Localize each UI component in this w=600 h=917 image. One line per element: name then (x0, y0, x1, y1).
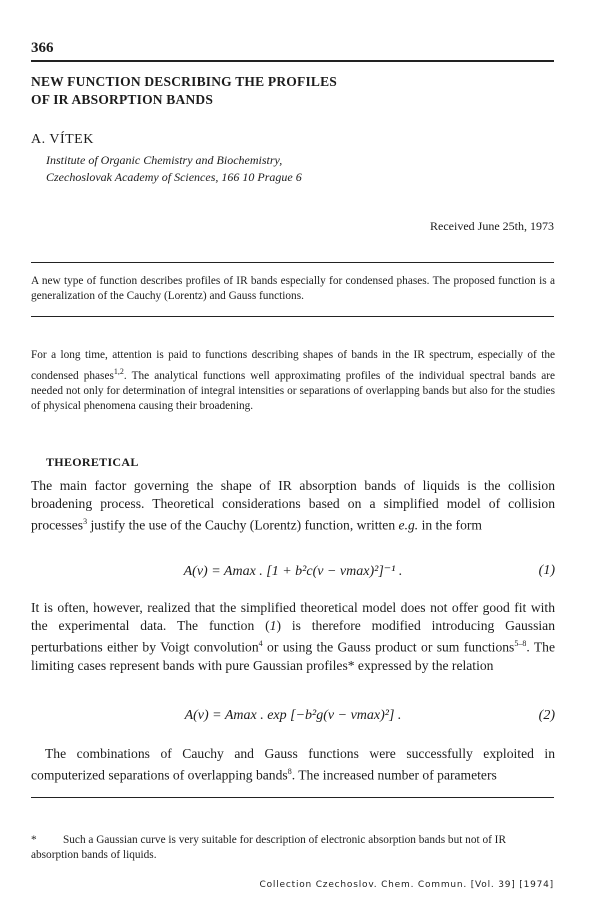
affiliation-line-2: Czechoslovak Academy of Sciences, 166 10 Prague 6 (46, 170, 302, 184)
equation-2 (31, 708, 555, 730)
body-paragraph-1: The main factor governing the shape of IR absorption bands of liquids is the collision broadening process. Theoretical considerations based on a simplified model of collision processes$^3$ justify the use of the Cauchy (Lorentz) function, written e.g. in the form (31, 478, 555, 533)
author: A. VÍTEK (31, 132, 94, 147)
article-title (31, 73, 337, 109)
received-date: Received June 25th, 1973 (430, 219, 554, 233)
page-number: 366 (31, 40, 54, 56)
title-line-1: NEW FUNCTION DESCRIBING THE PROFILES (31, 74, 338, 89)
equation-1-number: (1) (538, 563, 555, 578)
footnote-marker: * (31, 834, 37, 846)
abstract-top-rule (31, 262, 554, 263)
footnote-text: Such a Gaussian curve is very suitable for description of electronic absorption bands but not of IR absorption bands of liquids. (31, 834, 506, 861)
footnote (31, 833, 555, 863)
header-rule (31, 60, 554, 62)
equation-2-number: (2) (538, 708, 555, 723)
equation-1-expression: A(ν) = Amax . [1 + b²c(ν − νmax)²]⁻¹ . (183, 564, 403, 579)
abstract-bottom-rule (31, 316, 554, 317)
equation-1 (31, 563, 555, 585)
journal-citation: Collection Czechoslov. Chem. Commun. [Vol. 39] [1974] (259, 880, 554, 890)
affiliation-line-1: Institute of Organic Chemistry and Biochemistry, (46, 153, 283, 167)
body-paragraph-2: It is often, however, realized that the simplified theoretical model does not offer good fit with the experimental data. The function (1) is therefore modified introducing Gaussian perturbations either by Voigt convolution$^4$ or using the Gauss product or sum functions$^{5-8}$. The limiting cases represent bands with pure Gaussian profiles* expressed by the relation (31, 600, 556, 673)
footnote-rule (31, 797, 554, 798)
abstract: A new type of function describes profiles of IR bands especially for condensed phases. The proposed function is a generalization of the Cauchy (Lorentz) and Gauss functions. (31, 275, 555, 302)
title-line-2: OF IR ABSORPTION BANDS (31, 92, 214, 107)
affiliation (46, 152, 302, 186)
intro-paragraph: For a long time, attention is paid to functions describing shapes of bands in the IR spectrum, especially of the condensed phases$^{1,2}$. The analytical functions well approximating profiles of the individual spectral bands are needed not only for determination of integral intensities or separations of overlapping bands but also for the studies of physical phenomena causing their broadening. (31, 349, 555, 413)
body-paragraph-3: The combinations of Cauchy and Gauss functions were successfully exploited in computerized separations of overlapping bands$^8$. The increased number of parameters (31, 746, 555, 783)
equation-2-expression: A(ν) = Amax . exp [−b²g(ν − νmax)²] . (184, 708, 402, 723)
section-heading: THEORETICAL (46, 455, 139, 469)
